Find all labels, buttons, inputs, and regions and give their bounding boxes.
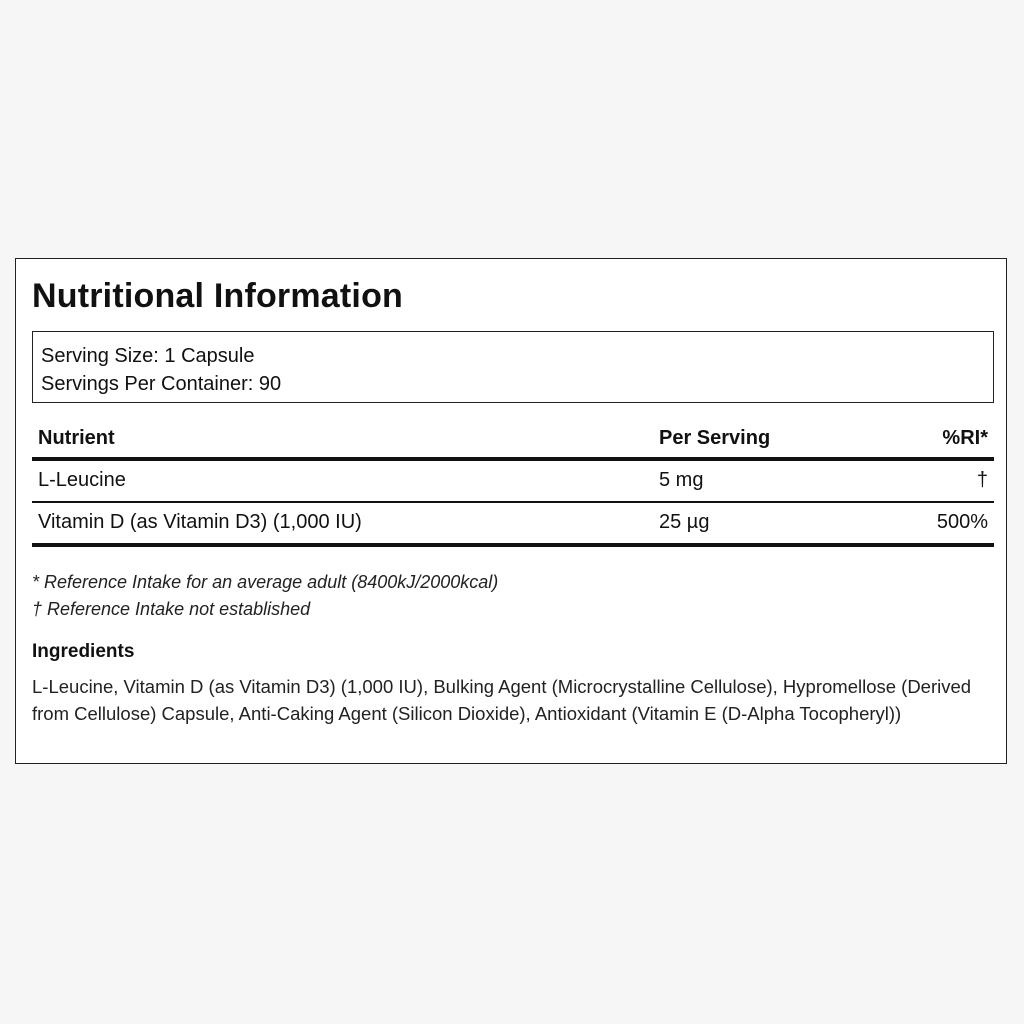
ingredients-text: L-Leucine, Vitamin D (as Vitamin D3) (1,000 IU), Bulking Agent (Microcrystalline Cellulose), Hypromellose (Derived from Cellulose) Capsule, Anti-Caking Agent (Silicon Dioxide), Antioxidant (Vitamin E (D-Alpha Tocopheryl)) bbox=[32, 676, 972, 724]
footnote-not-established: † Reference Intake not established bbox=[32, 599, 311, 619]
nutrient-amount: 5 mg bbox=[659, 469, 704, 491]
table-row bbox=[32, 503, 994, 543]
serving-info-box bbox=[32, 331, 994, 403]
nutrient-table bbox=[32, 419, 994, 547]
footnote-ri: * Reference Intake for an average adult (8400kJ/2000kcal) bbox=[32, 572, 499, 592]
header-ri: %RI* bbox=[942, 427, 988, 449]
table-header-row bbox=[32, 419, 994, 457]
nutrient-ri: 500% bbox=[936, 510, 988, 533]
ingredients-heading: Ingredients bbox=[32, 641, 135, 662]
table-row bbox=[32, 461, 994, 501]
nutrient-name: L-Leucine bbox=[38, 469, 126, 491]
header-nutrient: Nutrient bbox=[38, 427, 115, 449]
serving-size: Serving Size: 1 Capsule bbox=[41, 345, 255, 367]
panel-title: Nutritional Information bbox=[32, 277, 404, 315]
nutrient-name: Vitamin D (as Vitamin D3) (1,000 IU) bbox=[38, 510, 362, 533]
nutrient-amount: 25 µg bbox=[659, 510, 710, 533]
table-bottom-divider bbox=[32, 543, 994, 547]
nutrient-ri: † bbox=[976, 469, 988, 491]
servings-per-container: Servings Per Container: 90 bbox=[41, 373, 282, 395]
footnotes bbox=[32, 569, 498, 623]
nutrition-panel bbox=[15, 258, 1007, 764]
header-per-serving: Per Serving bbox=[659, 427, 771, 449]
